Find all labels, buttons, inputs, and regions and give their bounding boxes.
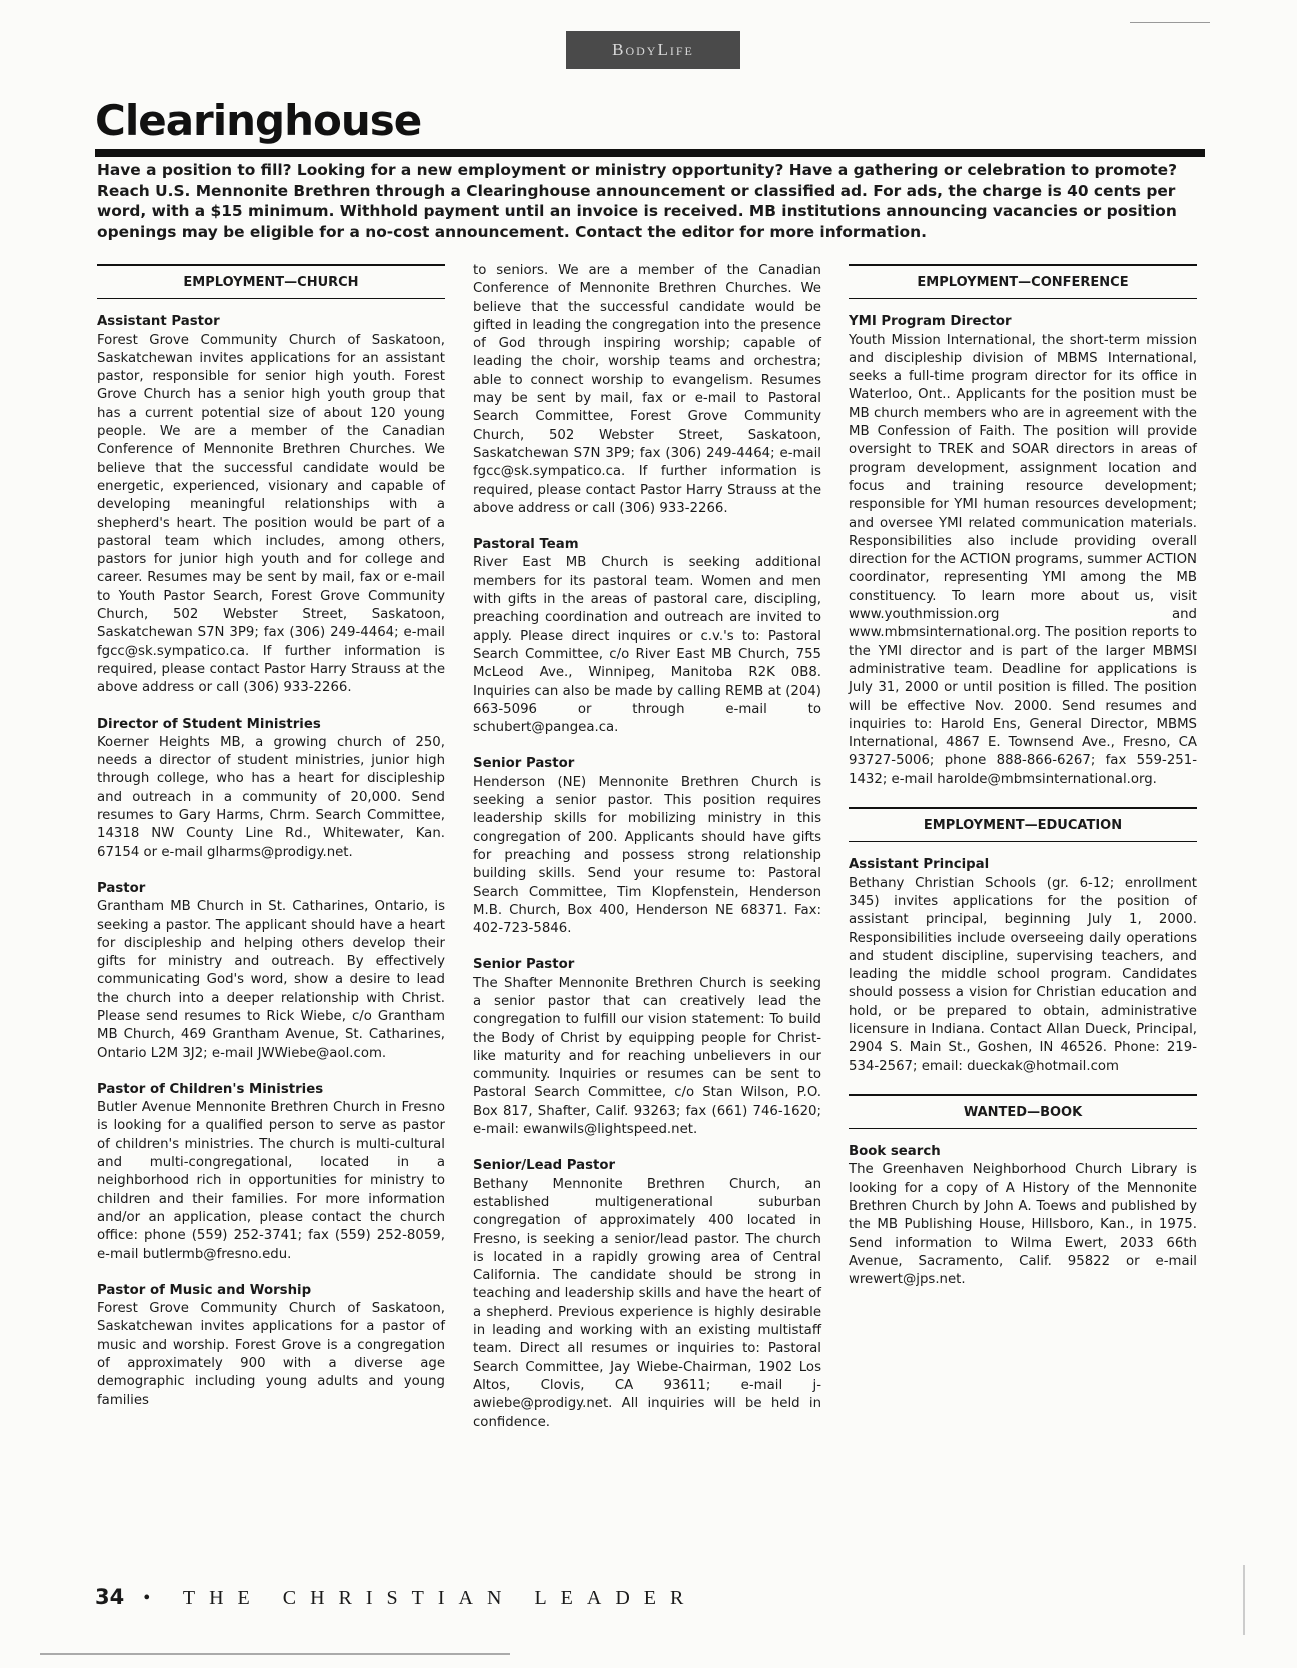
publication-name: THE CHRISTIAN LEADER <box>182 1587 698 1609</box>
listing-title: Pastor of Children's Ministries <box>97 1081 324 1097</box>
listing <box>473 956 821 1139</box>
listing-body: The Greenhaven Neighborhood Church Library is looking for a copy of A History of the Mennonite Brethren Church by John A. Toews and published by the MB Publishing House, Hillsboro, Kan., in 1975. Send information to Wilma Ewert, 2033 66th Avenue, Sacramento, Calif. 95822 or e-mail wrewert@jps.net. <box>849 1162 1197 1288</box>
listing-body: Henderson (NE) Mennonite Brethren Church is seeking a senior pastor. This position requires leadership skills for mobilizing ministry in this congregation of 200. Applicants should have gifts for preaching and possess strong relationship building skills. Send your resume to: Pastoral Search Committee, Tim Klopfenstein, Henderson M.B. Church, Box 400, Henderson NE 68371. Fax: 402-723-5846. <box>473 774 821 937</box>
listing <box>97 313 445 697</box>
intro-paragraph: Have a position to fill? Looking for a new employment or ministry opportunity? Have a gathering or celebration to promote? Reach U.S. Mennonite Brethren through a Clearinghouse announcement or classified ad. For ads, the charge is 40 cents per word, with a $15 minimum. Withhold payment until an invoice is received. MB institutions announcing vacancies or position openings may be eligible for a no-cost announcement. Contact the editor for more information. <box>97 161 1178 241</box>
listing-title: Senior Pastor <box>473 756 575 772</box>
top-right-rule <box>1130 22 1210 23</box>
listing <box>97 716 445 862</box>
column-3 <box>849 264 1197 1308</box>
section-heading-employment-education: EMPLOYMENT—EDUCATION <box>849 807 1197 842</box>
title-rule <box>95 149 1205 157</box>
column-1 <box>97 264 445 1428</box>
page-footer <box>95 1585 697 1610</box>
listing-title: Pastoral Team <box>473 537 579 553</box>
page-title: Clearinghouse <box>95 96 422 145</box>
listing-body: Bethany Mennonite Brethren Church, an established multigenerational suburban congregation of approximately 400 located in Fresno, is seeking a senior/lead pastor. The church is located in a rapidly growing area of Central California. The candidate should be strong in teaching and leadership skills and have the heart of a shepherd. Previous experience is highly desirable in leading and working with an existing multistaff team. Direct all resumes or inquiries to: Pastoral Search Committee, Jay Wiebe-Chairman, 1902 Los Altos, Clovis, CA 93611; e-mail j-awiebe@prodigy.net. All inquiries will be held in confidence. <box>473 1176 821 1430</box>
listing-body: Youth Mission International, the short-term mission and discipleship division of MBMS International, seeks a full-time program director for its office in Waterloo, Ont.. Applicants for the position must be MB church members who are in agreement with the MB Confession of Faith. The position will provide oversight to TREK and SOAR directors in areas of program development, assignment location and focus and training resource development; responsible for YMI human resources development; and oversee YMI related communication materials. Responsibilities also include providing overall direction for the ACTION programs, summer ACTION coordinator, representing YMI among the MB constituency. To learn more about us, visit www.youthmission.org and www.mbmsinternational.org. The position reports to the YMI director and is part of the larger MBMSI administrative team. Deadline for applications is July 31, 2000 or until position is filled. The position will be effective Nov. 2000. Send resumes and inquiries to: Harold Ens, General Director, MBMS International, 4867 E. Townsend Ave., Fresno, CA 93727-5006; phone 888-866-6267; fax 559-251-1432; e-mail harolde@mbmsinternational.org. <box>849 332 1197 787</box>
listing-body: Koerner Heights MB, a growing church of 250, needs a director of student ministries, junior high through college, who has a heart for discipleship and outreach in a community of 20,000. Send resumes to Gary Harms, Chrm. Search Committee, 14318 NW County Line Rd., Whitewater, Kan. 67154 or e-mail glharms@prodigy.net. <box>97 734 445 860</box>
footer-bullet: • <box>143 1587 165 1609</box>
section-heading-employment-church: EMPLOYMENT—CHURCH <box>97 264 445 299</box>
bottom-rule <box>40 1653 510 1655</box>
listing <box>473 1157 821 1431</box>
section-heading-wanted-book: WANTED—BOOK <box>849 1094 1197 1129</box>
page-number: 34 <box>95 1585 125 1609</box>
listing <box>849 313 1197 789</box>
listing-body: Butler Avenue Mennonite Brethren Church in Fresno is looking for a qualified person to serve as pastor of children's ministries. The church is multi-cultural and multi-congregational, located in a neighborhood rich in opportunities for ministry to children and their families. For more information and/or an application, please contact the church office: phone (559) 252-3741; fax (559) 252-8059, e-mail butlermb@fresno.edu. <box>97 1100 445 1262</box>
listing-body: Bethany Christian Schools (gr. 6-12; enrollment 345) invites applications for the position of assistant principal, beginning July 1, 2000. Responsibilities include overseeing daily operations and student discipline, supervising teachers, and leading the middle school program. Candidates should possess a vision for Christian education and hold, or be prepared to obtain, administrative licensure in Indiana. Contact Allan Dueck, Principal, 2904 S. Main St., Goshen, IN 46526. Phone: 219-534-2567; email: dueckak@hotmail.com <box>849 875 1197 1074</box>
listing-body: Forest Grove Community Church of Saskatoon, Saskatchewan invites applications for a pastor of music and worship. Forest Grove is a congregation of approximately 900 with a diverse age demographic including young adults and young families <box>97 1301 445 1408</box>
listing <box>849 856 1197 1076</box>
section-tab: BodyLife <box>566 31 740 69</box>
listing <box>473 755 821 938</box>
listing-continuation: to seniors. We are a member of the Canadian Conference of Mennonite Brethren Churches. We believe that the successful candidate would be gifted in leading the congregation into the presence of God through inspiring worship; capable of leading the choir, worship teams and orchestra; able to connect worship to evangelism. Resumes may be sent by mail, fax or e-mail to Pastoral Search Committee, Forest Grove Community Church, 502 Webster Street, Saskatoon, Saskatchewan S7N 3P9; fax (306) 249-4464; e-mail fgcc@sk.sympatico.ca. If further information is required, please contact Pastor Harry Strauss at the above address or call (306) 933-2266. <box>473 263 821 516</box>
listing-title: Assistant Pastor <box>97 314 220 330</box>
listing-title: Book search <box>849 1144 941 1160</box>
listing-title: Pastor <box>97 880 146 896</box>
page-edge-mark <box>1243 1565 1245 1635</box>
listing <box>97 880 445 1063</box>
listing-body: Grantham MB Church in St. Catharines, Ontario, is seeking a pastor. The applicant should have a heart for discipleship and helping others develop their gifts for ministry and outreach. By effectively communicating God's word, show a desire to lead the church into a deeper relationship with Christ. Please send resumes to Rick Wiebe, c/o Grantham MB Church, 469 Grantham Avenue, St. Catharines, Ontario L2M 3J2; e-mail JWWiebe@aol.com. <box>97 899 445 1061</box>
listing <box>97 1282 445 1410</box>
listing <box>97 1081 445 1264</box>
listing <box>849 1143 1197 1289</box>
listing-body: The Shafter Mennonite Brethren Church is seeking a senior pastor that can creatively lead the congregation to fulfill our vision statement: To build the Body of Christ by equipping people for Christ-like maturity and for reaching unbelievers in our community. Inquiries or resumes can be sent to Pastoral Search Committee, c/o Stan Wilson, P.O. Box 817, Shafter, Calif. 93263; fax (661) 746-1620; e-mail: ewanwils@lightspeed.net. <box>473 975 821 1138</box>
listing-title: Pastor of Music and Worship <box>97 1282 312 1298</box>
listing-body: River East MB Church is seeking additional members for its pastoral team. Women and men with gifts in the areas of pastoral care, discipling, preaching coordination and outreach are invited to apply. Please direct inquires or c.v.'s to: Pastoral Search Committee, c/o River East MB Church, 755 McLeod Ave., Winnipeg, Manitoba R2K 0B8. Inquiries can also be made by calling REMB at (204) 663-5096 or through e-mail to schubert@pangea.ca. <box>473 555 821 736</box>
column-2 <box>473 262 821 1450</box>
listing-title: Assistant Principal <box>849 857 990 873</box>
listing-title: Senior/Lead Pastor <box>473 1158 616 1174</box>
listing-title: Director of Student Ministries <box>97 716 321 732</box>
listing-title: YMI Program Director <box>849 314 1012 330</box>
listing-title: Senior Pastor <box>473 957 575 973</box>
listing <box>473 536 821 737</box>
section-heading-employment-conference: EMPLOYMENT—CONFERENCE <box>849 264 1197 299</box>
listing-body: Forest Grove Community Church of Saskatoon, Saskatchewan invites applications for an assistant pastor, responsible for senior high youth. Forest Grove Church has a senior high youth group that has a current potential size of about 120 young people. We are a member of the Canadian Conference of Mennonite Brethren Churches. We believe that the successful candidate would be energetic, experienced, visionary and capable of developing meaningful relationships with a shepherd's heart. The position would be part of a pastoral team which includes, among others, pastors for junior high youth and for college and career. Resumes may be sent by mail, fax or e-mail to Youth Pastor Search, Forest Grove Community Church, 502 Webster Street, Saskatoon, Saskatchewan S7N 3P9; fax (306) 249-4464; e-mail fgcc@sk.sympatico.ca. If further information is required, please contact Pastor Harry Strauss at the above address or call (306) 933-2266. <box>97 332 445 696</box>
